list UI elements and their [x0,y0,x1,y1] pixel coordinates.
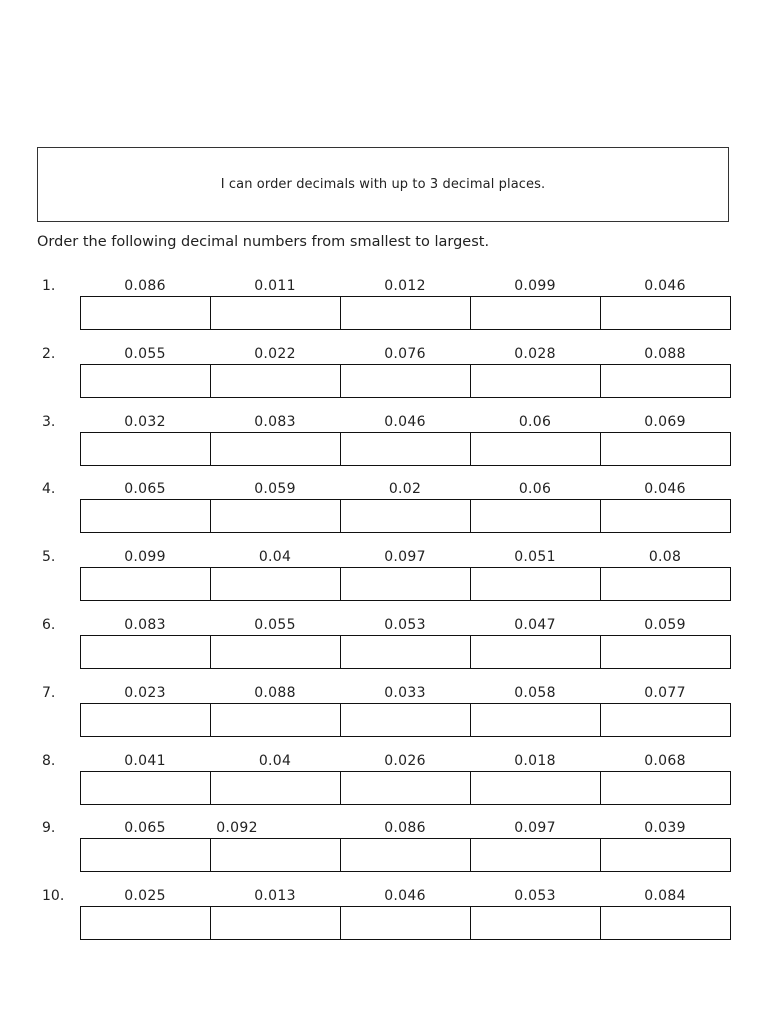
answer-row [80,838,731,872]
decimal-value: 0.022 [254,345,296,362]
answer-box[interactable] [341,365,471,397]
learning-objective: I can order decimals with up to 3 decimal places. [220,177,546,192]
decimal-value: 0.088 [644,345,686,362]
decimal-value: 0.086 [384,820,426,837]
decimal-value: 0.046 [644,481,686,498]
answer-row [80,499,731,533]
decimal-value: 0.053 [514,888,556,905]
decimal-value: 0.06 [518,481,552,498]
answer-row [80,567,731,601]
answer-box[interactable] [81,568,211,600]
answer-box[interactable] [81,297,211,329]
decimal-value: 0.058 [514,684,556,701]
decimal-value: 0.011 [254,278,296,294]
answer-box[interactable] [211,772,341,804]
decimal-value: 0.032 [124,413,166,430]
answer-box[interactable] [601,433,730,465]
question-5 [0,547,768,607]
answer-box[interactable] [211,568,341,600]
answer-box[interactable] [81,433,211,465]
answer-box[interactable] [341,568,471,600]
question-7 [0,683,768,743]
decimal-value: 0.076 [384,345,426,362]
question-number: 2. [42,345,56,362]
answer-box[interactable] [601,297,730,329]
decimal-value: 0.026 [384,752,426,769]
objective-box [37,147,729,222]
answer-box[interactable] [81,365,211,397]
decimal-value: 0.025 [124,888,166,905]
question-9 [0,818,768,878]
answer-box[interactable] [211,365,341,397]
decimal-value: 0.059 [254,481,296,498]
answer-box[interactable] [471,365,601,397]
answer-box[interactable] [601,772,730,804]
question-4 [0,479,768,539]
answer-box[interactable] [471,568,601,600]
decimal-value: 0.013 [254,888,296,905]
question-number: 3. [42,413,56,430]
answer-row [80,906,731,940]
answer-box[interactable] [211,839,341,871]
decimal-value: 0.033 [384,684,426,701]
answer-box[interactable] [341,636,471,668]
answer-box[interactable] [601,365,730,397]
answer-box[interactable] [471,907,601,939]
answer-box[interactable] [211,636,341,668]
answer-box[interactable] [341,839,471,871]
answer-box[interactable] [471,636,601,668]
answer-box[interactable] [471,839,601,871]
answer-box[interactable] [211,297,341,329]
answer-box[interactable] [471,704,601,736]
question-number: 1. [42,278,56,294]
decimal-value: 0.083 [254,413,296,430]
decimal-value: 0.041 [124,752,166,769]
decimal-value: 0.023 [124,684,166,701]
decimal-value: 0.04 [258,752,292,769]
answer-box[interactable] [81,500,211,532]
answer-row [80,432,731,466]
answer-box[interactable] [81,772,211,804]
answer-row [80,296,731,330]
answer-box[interactable] [601,568,730,600]
decimal-value: 0.046 [384,888,426,905]
question-number: 6. [42,617,56,633]
decimal-value: 0.084 [644,888,686,905]
decimal-value: 0.046 [644,278,686,294]
answer-box[interactable] [471,297,601,329]
decimal-value: 0.039 [644,820,686,837]
decimal-value: 0.047 [514,617,556,633]
question-number: 7. [42,684,56,701]
answer-row [80,703,731,737]
decimal-value: 0.053 [384,617,426,633]
answer-box[interactable] [341,500,471,532]
question-number: 8. [42,752,56,769]
answer-box[interactable] [81,839,211,871]
decimal-value: 0.055 [124,345,166,362]
decimal-value: 0.099 [124,549,166,566]
answer-box[interactable] [341,907,471,939]
instruction-text: Order the following decimal numbers from smallest to largest. [37,234,490,250]
decimal-value: 0.012 [384,278,426,294]
answer-box[interactable] [211,433,341,465]
decimal-value: 0.083 [124,617,166,633]
decimal-value: 0.097 [384,549,426,566]
decimal-value: 0.088 [254,684,296,701]
decimal-value: 0.051 [514,549,556,566]
answer-box[interactable] [471,772,601,804]
decimal-value: 0.099 [514,278,556,294]
answer-box[interactable] [341,297,471,329]
decimal-value: 0.028 [514,345,556,362]
answer-box[interactable] [81,704,211,736]
decimal-value: 0.065 [124,820,166,837]
decimal-value: 0.059 [644,617,686,633]
answer-box[interactable] [211,704,341,736]
decimal-value: 0.06 [518,413,552,430]
question-3 [0,412,768,472]
answer-box[interactable] [601,704,730,736]
answer-row [80,364,731,398]
answer-box[interactable] [341,772,471,804]
answer-box[interactable] [471,433,601,465]
decimal-value: 0.068 [644,752,686,769]
answer-box[interactable] [81,907,211,939]
answer-box[interactable] [341,433,471,465]
answer-box[interactable] [601,907,730,939]
decimal-value: 0.046 [384,413,426,430]
question-2 [0,344,768,404]
decimal-value: 0.02 [388,481,422,498]
answer-box[interactable] [211,907,341,939]
decimal-value: 0.086 [124,278,166,294]
decimal-value: 0.092 [216,820,258,837]
answer-box[interactable] [601,500,730,532]
answer-box[interactable] [81,636,211,668]
question-10 [0,886,768,946]
decimal-value: 0.097 [514,820,556,837]
question-number: 4. [42,481,56,498]
decimal-value: 0.077 [644,684,686,701]
question-number: 10. [42,888,65,905]
decimal-value: 0.065 [124,481,166,498]
answer-row [80,771,731,805]
answer-box[interactable] [601,636,730,668]
decimal-value: 0.055 [254,617,296,633]
decimal-value: 0.08 [648,549,682,566]
question-1 [0,276,768,336]
decimal-value: 0.018 [514,752,556,769]
answer-row [80,635,731,669]
question-6 [0,615,768,675]
answer-box[interactable] [211,500,341,532]
answer-box[interactable] [601,839,730,871]
answer-box[interactable] [341,704,471,736]
answer-box[interactable] [471,500,601,532]
question-8 [0,751,768,811]
question-number: 5. [42,549,56,566]
decimal-value: 0.04 [258,549,292,566]
question-number: 9. [42,820,56,837]
decimal-value: 0.069 [644,413,686,430]
